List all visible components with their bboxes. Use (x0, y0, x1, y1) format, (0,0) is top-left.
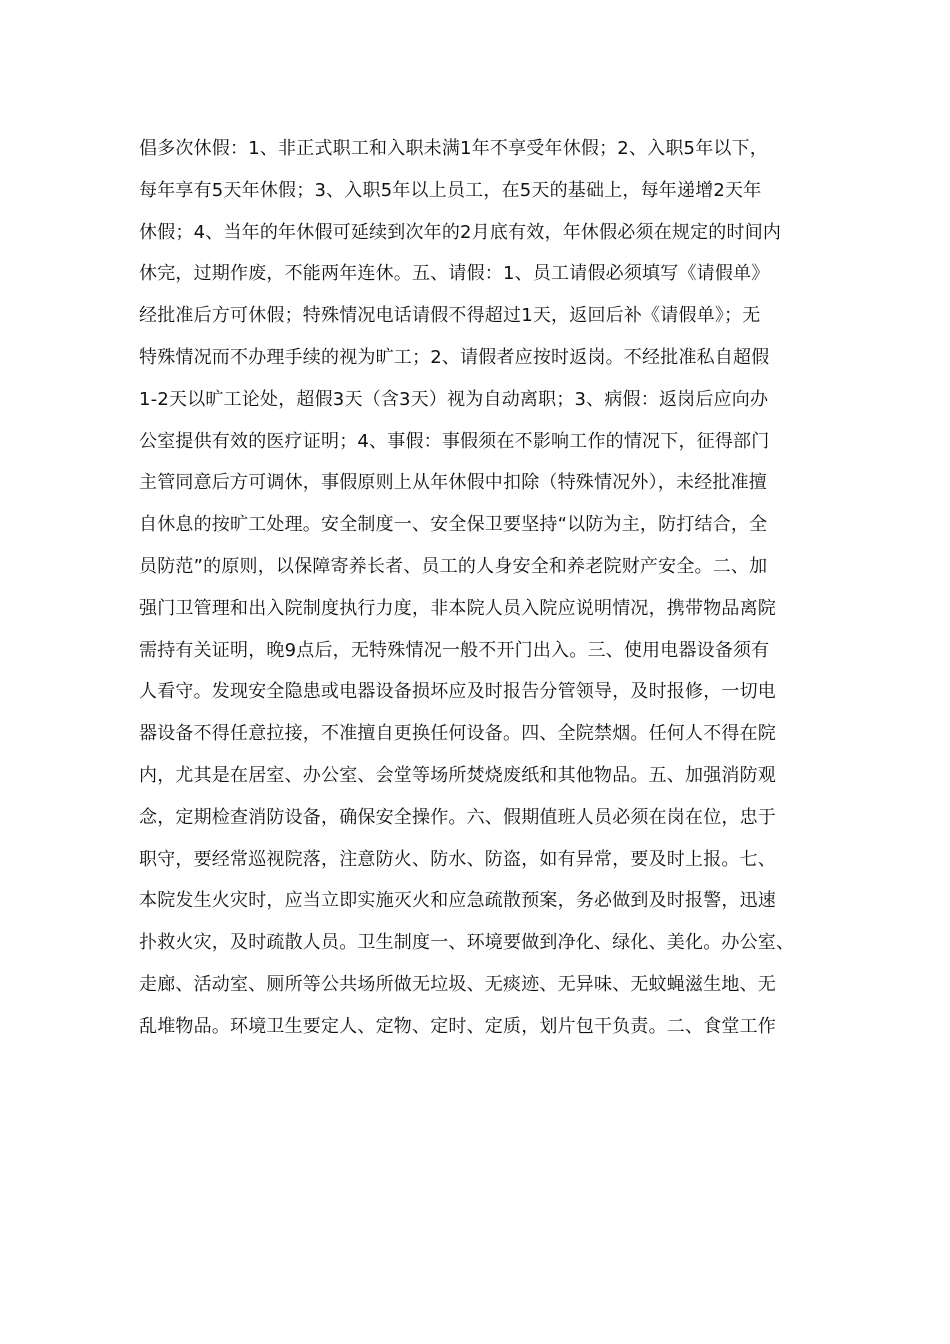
text-line-13: 需持有关证明，晚9点后，无特殊情况一般不开门出入。三、使用电器设备须有 (139, 639, 770, 661)
text-line-14: 人看守。发现安全隐患或电器设备损坏应及时报告分管领导，及时报修，一切电 (139, 681, 776, 703)
text-line-7: 1-2天以旷工论处，超假3天（含3天）视为自动离职；3、病假：返岗后应向办 (139, 388, 769, 410)
text-line-8: 公室提供有效的医疗证明；4、事假：事假须在不影响工作的情况下，征得部门 (139, 430, 770, 452)
text-line-6: 特殊情况而不办理手续的视为旷工；2、请假者应按时返岗。不经批准私自超假 (139, 346, 770, 368)
text-line-16: 内，尤其是在居室、办公室、会堂等场所焚烧废纸和其他物品。五、加强消防观 (139, 764, 776, 786)
document-body (139, 128, 829, 1048)
text-line-15: 器设备不得任意拉接，不准擅自更换任何设备。四、全院禁烟。任何人不得在院 (139, 723, 776, 745)
text-line-5: 经批准后方可休假；特殊情况电话请假不得超过1天，返回后补《请假单》；无 (139, 305, 761, 327)
text-line-10: 自休息的按旷工处理。安全制度一、安全保卫要坚持“以防为主，防打结合，全 (139, 514, 768, 536)
text-line-9: 主管同意后方可调休，事假原则上从年休假中扣除（特殊情况外），未经批准擅 (139, 472, 767, 494)
text-line-18: 职守，要经常巡视院落，注意防火、防水、防盗，如有异常，要及时上报。七、 (139, 848, 776, 870)
text-line-12: 强门卫管理和出入院制度执行力度，非本院人员入院应说明情况，携带物品离院 (139, 597, 776, 619)
text-line-17: 念，定期检查消防设备，确保安全操作。六、假期值班人员必须在岗在位，忠于 (139, 806, 776, 828)
text-line-22: 乱堆物品。环境卫生要定人、定物、定时、定质，划片包干负责。二、食堂工作 (139, 1015, 776, 1037)
text-line-2: 每年享有5天年休假；3、入职5年以上员工，在5天的基础上，每年递增2天年 (139, 179, 762, 201)
text-line-4: 休完，过期作废，不能两年连休。五、请假：1、员工请假必须填写《请假单》 (139, 263, 770, 285)
text-line-21: 走廊、活动室、厕所等公共场所做无垃圾、无痰迹、无异味、无蚊蝇滋生地、无 (139, 973, 776, 995)
text-line-11: 员防范”的原则，以保障寄养长者、员工的人身安全和养老院财产安全。二、加 (139, 555, 768, 577)
text-line-20: 扑救火灾，及时疏散人员。卫生制度一、环境要做到净化、绿化、美化。办公室、 (139, 932, 795, 954)
text-line-1: 倡多次休假：1、非正式职工和入职未满1年不享受年休假；2、入职5年以下， (139, 138, 769, 159)
text-line-3: 休假；4、当年的年休假可延续到次年的2月底有效，年休假必须在规定的时间内 (139, 221, 782, 243)
text-line-19: 本院发生火灾时，应当立即实施灭火和应急疏散预案，务必做到及时报警，迅速 (139, 890, 776, 912)
